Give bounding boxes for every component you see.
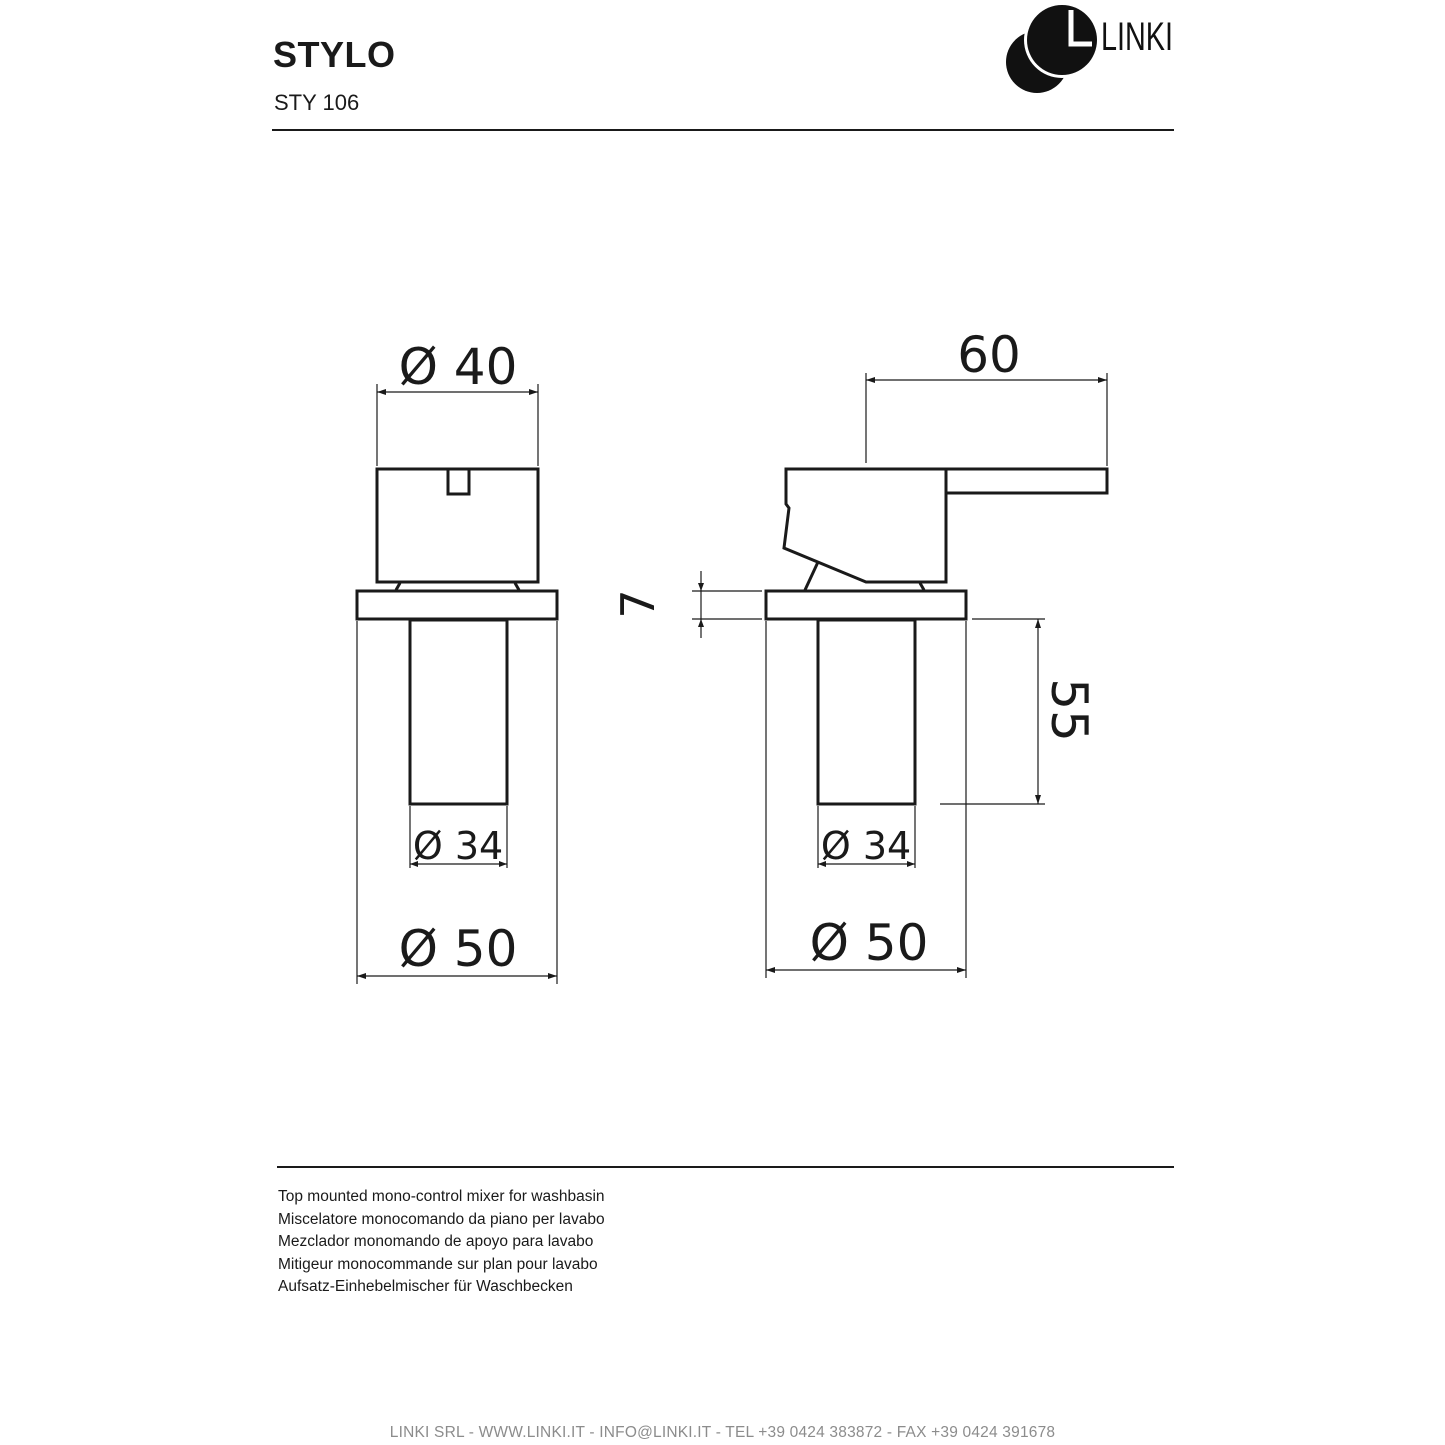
front-body-diameter-label: Ø 34 xyxy=(412,824,504,868)
side-handle-neck xyxy=(805,562,924,590)
side-height-dim-extension xyxy=(940,619,1045,804)
side-base-plate xyxy=(766,591,966,619)
front-view xyxy=(357,384,557,984)
side-lever-length-label: 60 xyxy=(957,326,1021,384)
description-french: Mitigeur monocommande sur plan pour lavabo xyxy=(278,1255,598,1273)
side-base-thickness-label: 7 xyxy=(611,589,665,619)
side-lever-dim-extension xyxy=(866,373,1107,466)
front-handle-neck xyxy=(396,583,519,590)
description-english: Top mounted mono-control mixer for washbasin xyxy=(278,1188,605,1205)
side-body-height-label: 55 xyxy=(1040,678,1098,742)
front-handle-notch xyxy=(448,470,469,494)
product-code: STY 106 xyxy=(274,90,360,115)
front-body xyxy=(410,620,507,804)
side-body-diameter-label: Ø 34 xyxy=(820,824,912,868)
footer-contact: LINKI SRL - WWW.LINKI.IT - INFO@LINKI.IT - TEL +39 0424 383872 - FAX +39 0424 391678 xyxy=(389,1424,1056,1441)
side-base-diameter-label: Ø 50 xyxy=(809,914,929,972)
logo-wordmark: LINKI xyxy=(1101,15,1173,59)
description-italian: Miscelatore monocomando da piano per lavabo xyxy=(278,1210,605,1228)
description-german: Aufsatz-Einhebelmischer für Waschbecken xyxy=(278,1278,573,1295)
description-spanish: Mezclador monomando de apoyo para lavabo xyxy=(278,1233,594,1250)
front-handle-dim-extension xyxy=(377,384,538,466)
front-base-plate xyxy=(357,591,557,619)
front-handle xyxy=(377,469,538,582)
side-view xyxy=(692,373,1107,978)
front-base-diameter-label: Ø 50 xyxy=(398,920,518,978)
description-divider xyxy=(277,1166,1174,1168)
front-handle-diameter-label: Ø 40 xyxy=(398,338,518,396)
product-descriptions xyxy=(278,1186,605,1299)
product-name: STYLO xyxy=(273,34,396,75)
side-thickness-dim-extension xyxy=(692,591,762,619)
side-body xyxy=(818,620,915,804)
